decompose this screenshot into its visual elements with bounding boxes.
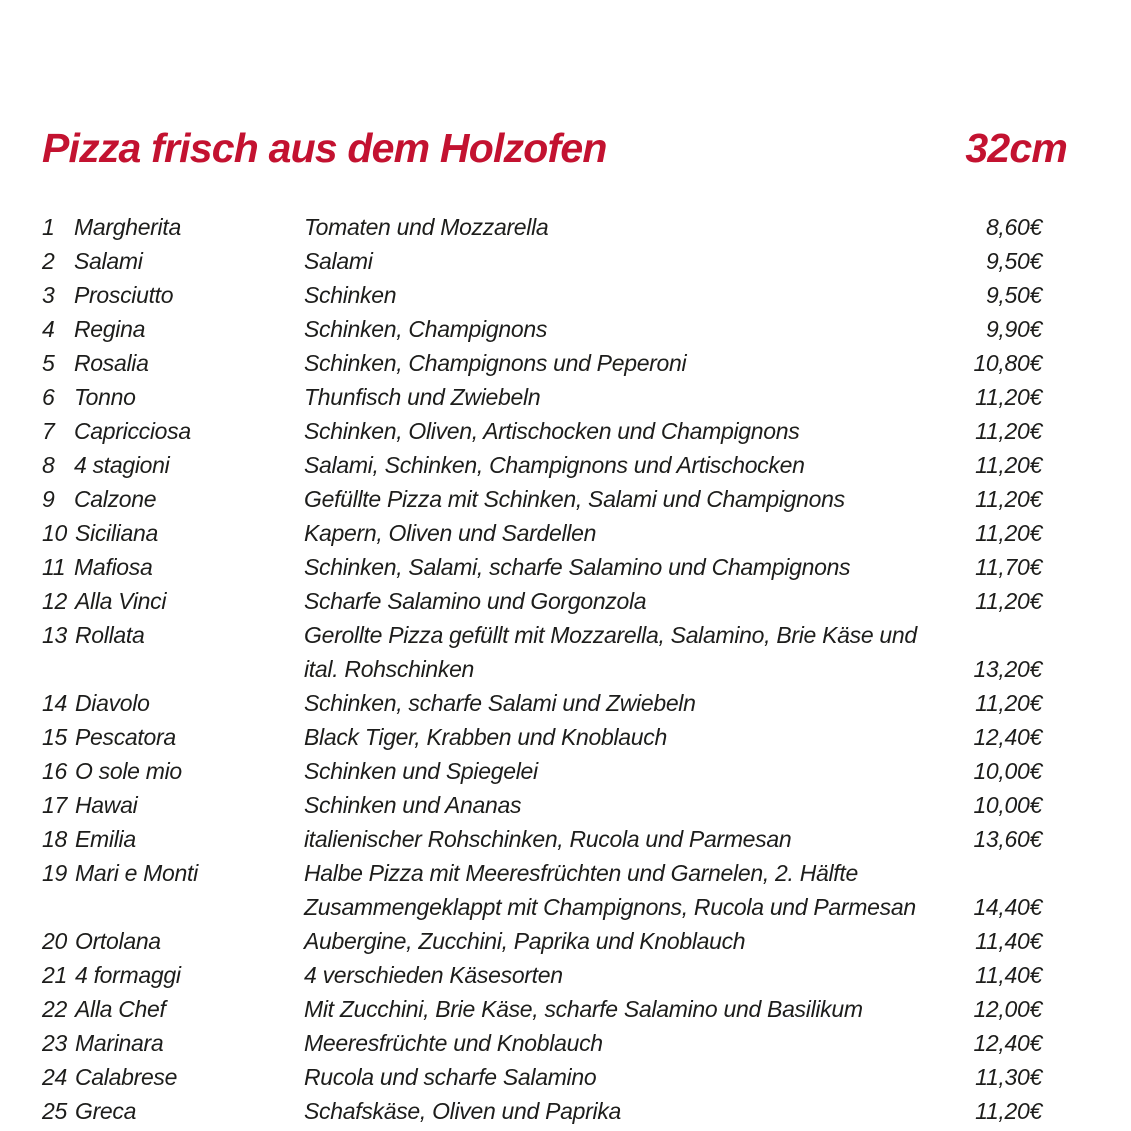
item-price: 11,30€ (975, 1064, 1042, 1090)
item-description: Schinken, scharfe Salami und Zwiebeln (304, 690, 696, 716)
item-number: 6 (42, 384, 55, 410)
item-price: 11,20€ (975, 1098, 1042, 1124)
item-name-cell (42, 958, 304, 992)
item-name: Regina (74, 316, 146, 342)
item-name: Siciliana (74, 520, 158, 546)
item-description: Schinken, Champignons und Peperoni (304, 350, 687, 376)
item-name: Prosciutto (74, 282, 174, 308)
item-description: Aubergine, Zucchini, Paprika und Knoblauch (304, 928, 746, 954)
item-name: Alla Chef (74, 996, 166, 1022)
item-name: 4 stagioni (74, 452, 170, 478)
item-number: 19 (42, 860, 67, 886)
item-description: Tomaten und Mozzarella (304, 214, 549, 240)
item-description: Salami, Schinken, Champignons und Artischocken (304, 452, 805, 478)
item-description: Salami (304, 248, 373, 274)
menu-item-row (42, 890, 1042, 924)
item-price: 10,00€ (973, 792, 1042, 818)
menu-item-row (42, 346, 1042, 380)
item-number: 21 (42, 962, 67, 988)
menu-item-row (42, 482, 1042, 516)
item-description: Schinken und Ananas (304, 792, 522, 818)
item-name-cell (42, 380, 304, 414)
item-name-cell (42, 720, 304, 754)
item-number: 7 (42, 418, 55, 444)
item-name: Pescatora (74, 724, 176, 750)
menu-item-row (42, 754, 1042, 788)
item-description: Black Tiger, Krabben und Knoblauch (304, 724, 667, 750)
item-name: 4 formaggi (74, 962, 181, 988)
item-description: Meeresfrüchte und Knoblauch (304, 1030, 603, 1056)
item-price: 12,40€ (973, 1030, 1042, 1056)
item-name: Emilia (74, 826, 136, 852)
menu-item-row (42, 1026, 1042, 1060)
item-name-cell (42, 584, 304, 618)
item-price: 11,20€ (975, 520, 1042, 546)
item-description: Mit Zucchini, Brie Käse, scharfe Salamino und Basilikum (304, 996, 863, 1022)
item-number: 12 (42, 588, 67, 614)
item-number: 25 (42, 1098, 67, 1124)
item-price: 11,20€ (975, 418, 1042, 444)
menu-item-row (42, 992, 1042, 1026)
item-name: Rosalia (74, 350, 149, 376)
menu-item-row (42, 686, 1042, 720)
menu-item-row (42, 958, 1042, 992)
item-description: Schinken, Salami, scharfe Salamino und Champignons (304, 554, 851, 580)
item-number: 18 (42, 826, 67, 852)
item-number: 10 (42, 520, 67, 546)
item-name: Mari e Monti (74, 860, 198, 886)
item-price: 8,60€ (985, 214, 1042, 240)
item-number: 3 (42, 282, 55, 308)
item-name-cell (42, 210, 304, 244)
menu-item-row (42, 584, 1042, 618)
menu-header (0, 126, 1131, 170)
item-description-continued: Zusammengeklappt mit Champignons, Rucola und Parmesan (304, 894, 916, 920)
item-number: 20 (42, 928, 67, 954)
item-name-cell (42, 414, 304, 448)
item-name: Calzone (74, 486, 157, 512)
item-number: 23 (42, 1030, 67, 1056)
item-number: 24 (42, 1064, 67, 1090)
item-name-cell (42, 754, 304, 788)
item-description: Halbe Pizza mit Meeresfrüchten und Garnelen, 2. Hälfte (304, 860, 858, 886)
menu-item-row (42, 516, 1042, 550)
item-price: 12,00€ (973, 996, 1042, 1022)
item-name-cell (42, 686, 304, 720)
item-number: 11 (42, 554, 66, 580)
menu-item-row (42, 312, 1042, 346)
item-name: Greca (74, 1098, 137, 1124)
item-number: 5 (42, 350, 55, 376)
item-description: Scharfe Salamino und Gorgonzola (304, 588, 647, 614)
menu-item-row (42, 380, 1042, 414)
item-number: 17 (42, 792, 67, 818)
item-price: 11,20€ (975, 384, 1042, 410)
menu-item-row (42, 210, 1042, 244)
item-description: Schinken (304, 282, 397, 308)
item-name-cell (42, 1026, 304, 1060)
item-name: Calabrese (74, 1064, 178, 1090)
menu-item-row (42, 448, 1042, 482)
item-description: Schafskäse, Oliven und Paprika (304, 1098, 622, 1124)
menu-item-row (42, 550, 1042, 584)
item-name-cell (42, 516, 304, 550)
menu-item-row (42, 1094, 1042, 1128)
item-description: Gerollte Pizza gefüllt mit Mozzarella, Salamino, Brie Käse und (304, 622, 917, 648)
item-name: Salami (74, 248, 143, 274)
item-price: 9,50€ (985, 248, 1042, 274)
item-name-cell (42, 278, 304, 312)
menu-list (0, 210, 1131, 1128)
item-number: 4 (42, 316, 55, 342)
item-price: 12,40€ (973, 724, 1042, 750)
page-title: Pizza frisch aus dem Holzofen (42, 125, 607, 171)
item-price: 10,00€ (973, 758, 1042, 784)
item-name: Margherita (74, 214, 181, 240)
item-price (950, 856, 1042, 890)
item-name: Alla Vinci (74, 588, 167, 614)
menu-item-row (42, 720, 1042, 754)
item-price: 11,70€ (975, 554, 1042, 580)
item-number: 22 (42, 996, 67, 1022)
item-price: 14,40€ (973, 894, 1042, 920)
item-name-cell (42, 856, 304, 890)
item-price: 9,90€ (985, 316, 1042, 342)
item-description: Schinken und Spiegelei (304, 758, 538, 784)
item-price: 11,40€ (975, 928, 1042, 954)
item-number: 1 (42, 214, 55, 240)
item-name-cell (42, 890, 304, 924)
item-number: 14 (42, 690, 67, 716)
item-name-cell (42, 346, 304, 380)
item-name-cell (42, 822, 304, 856)
item-name: Mafiosa (74, 554, 153, 580)
item-price: 11,20€ (975, 588, 1042, 614)
menu-item-row (42, 652, 1042, 686)
item-description: Schinken, Champignons (304, 316, 548, 342)
item-name: Hawai (74, 792, 138, 818)
item-number: 15 (42, 724, 67, 750)
item-price: 13,20€ (973, 656, 1042, 682)
item-name: Tonno (74, 384, 136, 410)
item-name: Capricciosa (74, 418, 191, 444)
item-name-cell (42, 312, 304, 346)
menu-item-row (42, 1060, 1042, 1094)
item-name: O sole mio (74, 758, 182, 784)
item-name-cell (42, 448, 304, 482)
item-description-continued: ital. Rohschinken (304, 656, 475, 682)
item-number: 2 (42, 248, 55, 274)
item-name-cell (42, 652, 304, 686)
item-name-cell (42, 992, 304, 1026)
item-description: 4 verschieden Käsesorten (304, 962, 563, 988)
item-name-cell (42, 1060, 304, 1094)
menu-item-row (42, 822, 1042, 856)
pizza-size-label: 32cm (965, 125, 1067, 171)
item-number: 13 (42, 622, 67, 648)
item-price: 11,20€ (975, 690, 1042, 716)
menu-item-row (42, 788, 1042, 822)
item-number: 16 (42, 758, 67, 784)
item-name: Ortolana (74, 928, 161, 954)
item-name: Diavolo (74, 690, 150, 716)
item-name-cell (42, 550, 304, 584)
item-name-cell (42, 618, 304, 652)
item-price: 10,80€ (973, 350, 1042, 376)
item-name: Rollata (74, 622, 145, 648)
item-price: 13,60€ (973, 826, 1042, 852)
menu-item-row (42, 618, 1042, 652)
menu-item-row (42, 278, 1042, 312)
menu-item-row (42, 924, 1042, 958)
item-description: Schinken, Oliven, Artischocken und Champignons (304, 418, 800, 444)
item-description: Thunfisch und Zwiebeln (304, 384, 541, 410)
item-name-cell (42, 924, 304, 958)
item-name-cell (42, 788, 304, 822)
item-price: 9,50€ (985, 282, 1042, 308)
item-description: Kapern, Oliven und Sardellen (304, 520, 597, 546)
item-name-cell (42, 482, 304, 516)
menu-item-row (42, 414, 1042, 448)
item-price (950, 618, 1042, 652)
menu-item-row (42, 244, 1042, 278)
item-number: 9 (42, 486, 55, 512)
item-price: 11,20€ (975, 486, 1042, 512)
item-name-cell (42, 244, 304, 278)
item-name: Marinara (74, 1030, 164, 1056)
item-number: 8 (42, 452, 55, 478)
item-name-cell (42, 1094, 304, 1128)
item-description: italienischer Rohschinken, Rucola und Parmesan (304, 826, 792, 852)
item-price: 11,20€ (975, 452, 1042, 478)
menu-item-row (42, 856, 1042, 890)
item-description: Gefüllte Pizza mit Schinken, Salami und Champignons (304, 486, 845, 512)
item-description: Rucola und scharfe Salamino (304, 1064, 597, 1090)
item-price: 11,40€ (975, 962, 1042, 988)
